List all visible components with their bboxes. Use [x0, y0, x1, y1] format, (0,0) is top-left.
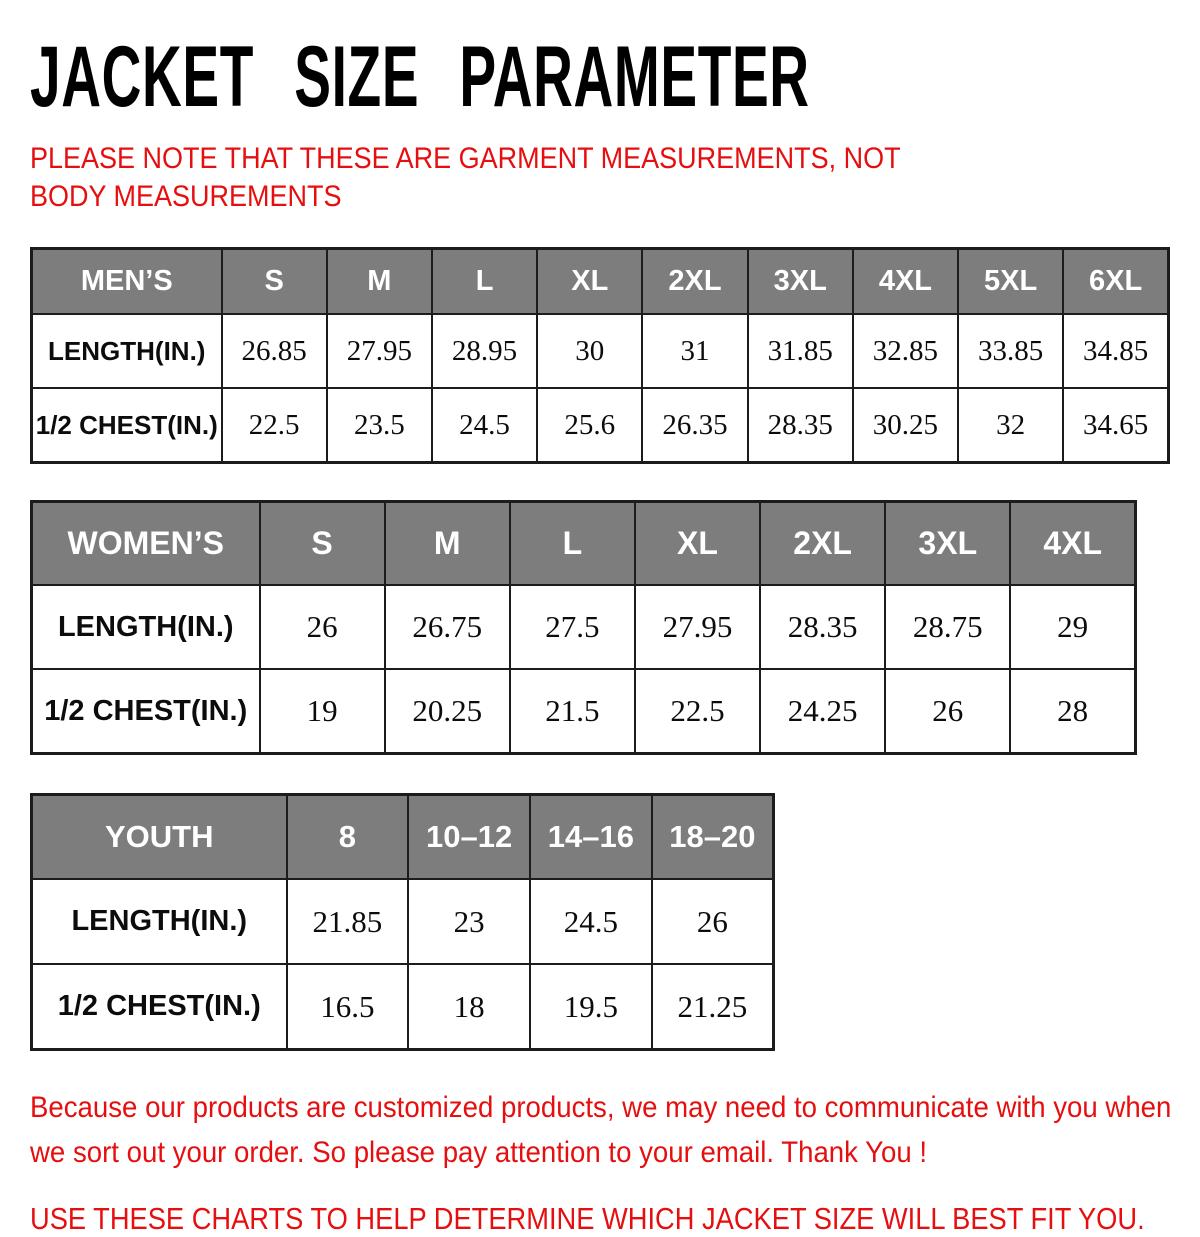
row-label-cell: 1/2 CHEST(IN.) [32, 669, 260, 753]
value-cell: 26.85 [222, 314, 327, 388]
value-cell: 16.5 [287, 964, 409, 1049]
value-cell: 26 [260, 585, 385, 669]
value-cell: 34.85 [1063, 314, 1168, 388]
value-cell: 26.35 [642, 388, 747, 462]
table-row [32, 388, 1169, 462]
table-row [32, 879, 774, 964]
value-cell: 26 [885, 669, 1010, 753]
value-cell: 22.5 [222, 388, 327, 462]
value-cell: 31 [642, 314, 747, 388]
page-title: JACKET SIZE PARAMETER [30, 29, 810, 125]
row-label-cell: 1/2 CHEST(IN.) [32, 964, 287, 1049]
value-cell: 20.25 [385, 669, 510, 753]
mens-size-table [30, 247, 1170, 464]
value-cell: 28 [1010, 669, 1135, 753]
value-cell: 27.95 [635, 585, 760, 669]
fit-instruction: USE THESE CHARTS TO HELP DETERMINE WHICH JACKET SIZE WILL BEST FIT YOU. [30, 1200, 1145, 1236]
size-header-cell: 3XL [748, 248, 853, 314]
size-header-cell: L [432, 248, 537, 314]
size-header-cell: M [385, 501, 510, 585]
table-row [32, 964, 774, 1049]
row-label-cell: LENGTH(IN.) [32, 314, 222, 388]
value-cell: 18 [408, 964, 530, 1049]
size-header-cell: L [510, 501, 635, 585]
value-cell: 30 [537, 314, 642, 388]
value-cell: 23.5 [327, 388, 432, 462]
value-cell: 19 [260, 669, 385, 753]
size-header-row [32, 501, 1136, 585]
value-cell: 31.85 [748, 314, 853, 388]
size-header-cell: XL [635, 501, 760, 585]
value-cell: 23 [408, 879, 530, 964]
size-header-cell: 3XL [885, 501, 1010, 585]
size-header-row [32, 794, 774, 879]
customization-footer-note: Because our products are customized products, we may need to communicate with you when we sort out your order. So please pay attention to your email. Thank You ! [30, 1090, 1172, 1169]
size-header-cell: 2XL [760, 501, 885, 585]
table-row [32, 669, 1136, 753]
value-cell: 32.85 [853, 314, 958, 388]
value-cell: 24.25 [760, 669, 885, 753]
value-cell: 21.25 [652, 964, 774, 1049]
value-cell: 28.75 [885, 585, 1010, 669]
size-header-cell: S [260, 501, 385, 585]
row-label-cell: LENGTH(IN.) [32, 585, 260, 669]
value-cell: 29 [1010, 585, 1135, 669]
youth-size-table [30, 793, 775, 1051]
size-header-cell: 14–16 [530, 794, 652, 879]
value-cell: 33.85 [958, 314, 1063, 388]
value-cell: 32 [958, 388, 1063, 462]
size-header-cell: S [222, 248, 327, 314]
size-header-row [32, 248, 1169, 314]
value-cell: 30.25 [853, 388, 958, 462]
size-header-cell: 10–12 [408, 794, 530, 879]
row-label-cell: 1/2 CHEST(IN.) [32, 388, 222, 462]
value-cell: 21.5 [510, 669, 635, 753]
size-header-cell: 6XL [1063, 248, 1168, 314]
size-header-cell: 5XL [958, 248, 1063, 314]
table-title-cell: YOUTH [32, 794, 287, 879]
size-header-cell: M [327, 248, 432, 314]
size-header-cell: 4XL [853, 248, 958, 314]
row-label-cell: LENGTH(IN.) [32, 879, 287, 964]
measurement-note: PLEASE NOTE THAT THESE ARE GARMENT MEASUREMENTS, NOT BODY MEASUREMENTS [30, 142, 901, 214]
value-cell: 28.35 [748, 388, 853, 462]
value-cell: 28.35 [760, 585, 885, 669]
table-title-cell: WOMEN’S [32, 501, 260, 585]
value-cell: 26 [652, 879, 774, 964]
womens-size-table [30, 500, 1137, 755]
value-cell: 24.5 [432, 388, 537, 462]
value-cell: 19.5 [530, 964, 652, 1049]
table-row [32, 314, 1169, 388]
value-cell: 27.5 [510, 585, 635, 669]
value-cell: 28.95 [432, 314, 537, 388]
table-row [32, 585, 1136, 669]
size-header-cell: 4XL [1010, 501, 1135, 585]
value-cell: 26.75 [385, 585, 510, 669]
value-cell: 22.5 [635, 669, 760, 753]
size-header-cell: 8 [287, 794, 409, 879]
value-cell: 34.65 [1063, 388, 1168, 462]
value-cell: 24.5 [530, 879, 652, 964]
size-header-cell: XL [537, 248, 642, 314]
size-header-cell: 18–20 [652, 794, 774, 879]
value-cell: 27.95 [327, 314, 432, 388]
table-title-cell: MEN’S [32, 248, 222, 314]
size-header-cell: 2XL [642, 248, 747, 314]
value-cell: 25.6 [537, 388, 642, 462]
value-cell: 21.85 [287, 879, 409, 964]
